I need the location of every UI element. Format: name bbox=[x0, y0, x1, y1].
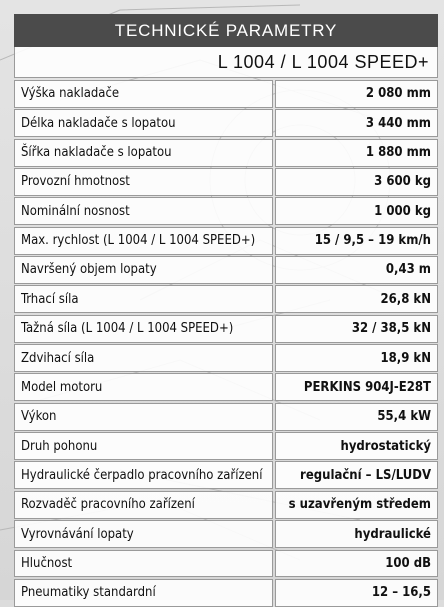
parameter-label: Výkon bbox=[14, 403, 273, 431]
parameter-value: 26,8 kN bbox=[275, 285, 438, 313]
parameter-label: Zdvihací síla bbox=[14, 344, 273, 372]
parameter-label: Délka nakladače s lopatou bbox=[14, 109, 273, 137]
parameter-value: hydrostatický bbox=[275, 432, 438, 460]
parameter-label: Vyrovnávání lopaty bbox=[14, 520, 273, 548]
parameter-label: Rozvaděč pracovního zařízení bbox=[14, 491, 273, 519]
table-row bbox=[14, 520, 438, 548]
table-row bbox=[14, 491, 438, 519]
parameter-label: Provozní hmotnost bbox=[14, 168, 273, 196]
parameter-label: Šířka nakladače s lopatou bbox=[14, 139, 273, 167]
table-row bbox=[14, 344, 438, 372]
parameter-value: 3 600 kg bbox=[275, 168, 438, 196]
parameter-value: 18,9 kN bbox=[275, 344, 438, 372]
parameter-value: 0,43 m bbox=[275, 256, 438, 284]
table-title: TECHNICKÉ PARAMETRY bbox=[14, 14, 438, 47]
table-row bbox=[14, 432, 438, 460]
table-row bbox=[14, 403, 438, 431]
parameter-rows bbox=[14, 80, 438, 607]
parameter-value: 1 880 mm bbox=[275, 139, 438, 167]
parameter-value: 1 000 kg bbox=[275, 197, 438, 225]
table-row bbox=[14, 256, 438, 284]
model-name: L 1004 / L 1004 SPEED+ bbox=[14, 47, 438, 78]
parameter-value: 55,4 kW bbox=[275, 403, 438, 431]
parameter-value: s uzavřeným středem bbox=[275, 491, 438, 519]
parameter-label: Navršený objem lopaty bbox=[14, 256, 273, 284]
table-row bbox=[14, 373, 438, 401]
parameter-label: Pneumatiky standardní bbox=[14, 579, 273, 607]
table-row bbox=[14, 168, 438, 196]
table-row bbox=[14, 315, 438, 343]
parameter-label: Druh pohonu bbox=[14, 432, 273, 460]
parameter-value: hydraulické bbox=[275, 520, 438, 548]
parameter-label: Max. rychlost (L 1004 / L 1004 SPEED+) bbox=[14, 227, 273, 255]
parameter-value: 12 – 16,5 bbox=[275, 579, 438, 607]
parameter-label: Tažná síla (L 1004 / L 1004 SPEED+) bbox=[14, 315, 273, 343]
parameter-label: Trhací síla bbox=[14, 285, 273, 313]
parameter-value: 2 080 mm bbox=[275, 80, 438, 108]
parameter-value: 32 / 38,5 kN bbox=[275, 315, 438, 343]
table-row bbox=[14, 461, 438, 489]
parameter-value: 3 440 mm bbox=[275, 109, 438, 137]
table-row bbox=[14, 109, 438, 137]
parameter-value: PERKINS 904J-E28T bbox=[275, 373, 438, 401]
technical-parameters-table bbox=[14, 14, 438, 601]
parameter-label: Hlučnost bbox=[14, 550, 273, 578]
parameter-label: Hydraulické čerpadlo pracovního zařízení bbox=[14, 461, 273, 489]
table-row bbox=[14, 139, 438, 167]
parameter-label: Výška nakladače bbox=[14, 80, 273, 108]
parameter-value: 15 / 9,5 – 19 km/h bbox=[275, 227, 438, 255]
parameter-label: Nominální nosnost bbox=[14, 197, 273, 225]
table-row bbox=[14, 80, 438, 108]
parameter-label: Model motoru bbox=[14, 373, 273, 401]
parameter-value: 100 dB bbox=[275, 550, 438, 578]
parameter-value: regulační – LS/LUDV bbox=[275, 461, 438, 489]
table-row bbox=[14, 285, 438, 313]
table-row bbox=[14, 197, 438, 225]
table-row bbox=[14, 227, 438, 255]
table-row bbox=[14, 579, 438, 607]
table-row bbox=[14, 550, 438, 578]
